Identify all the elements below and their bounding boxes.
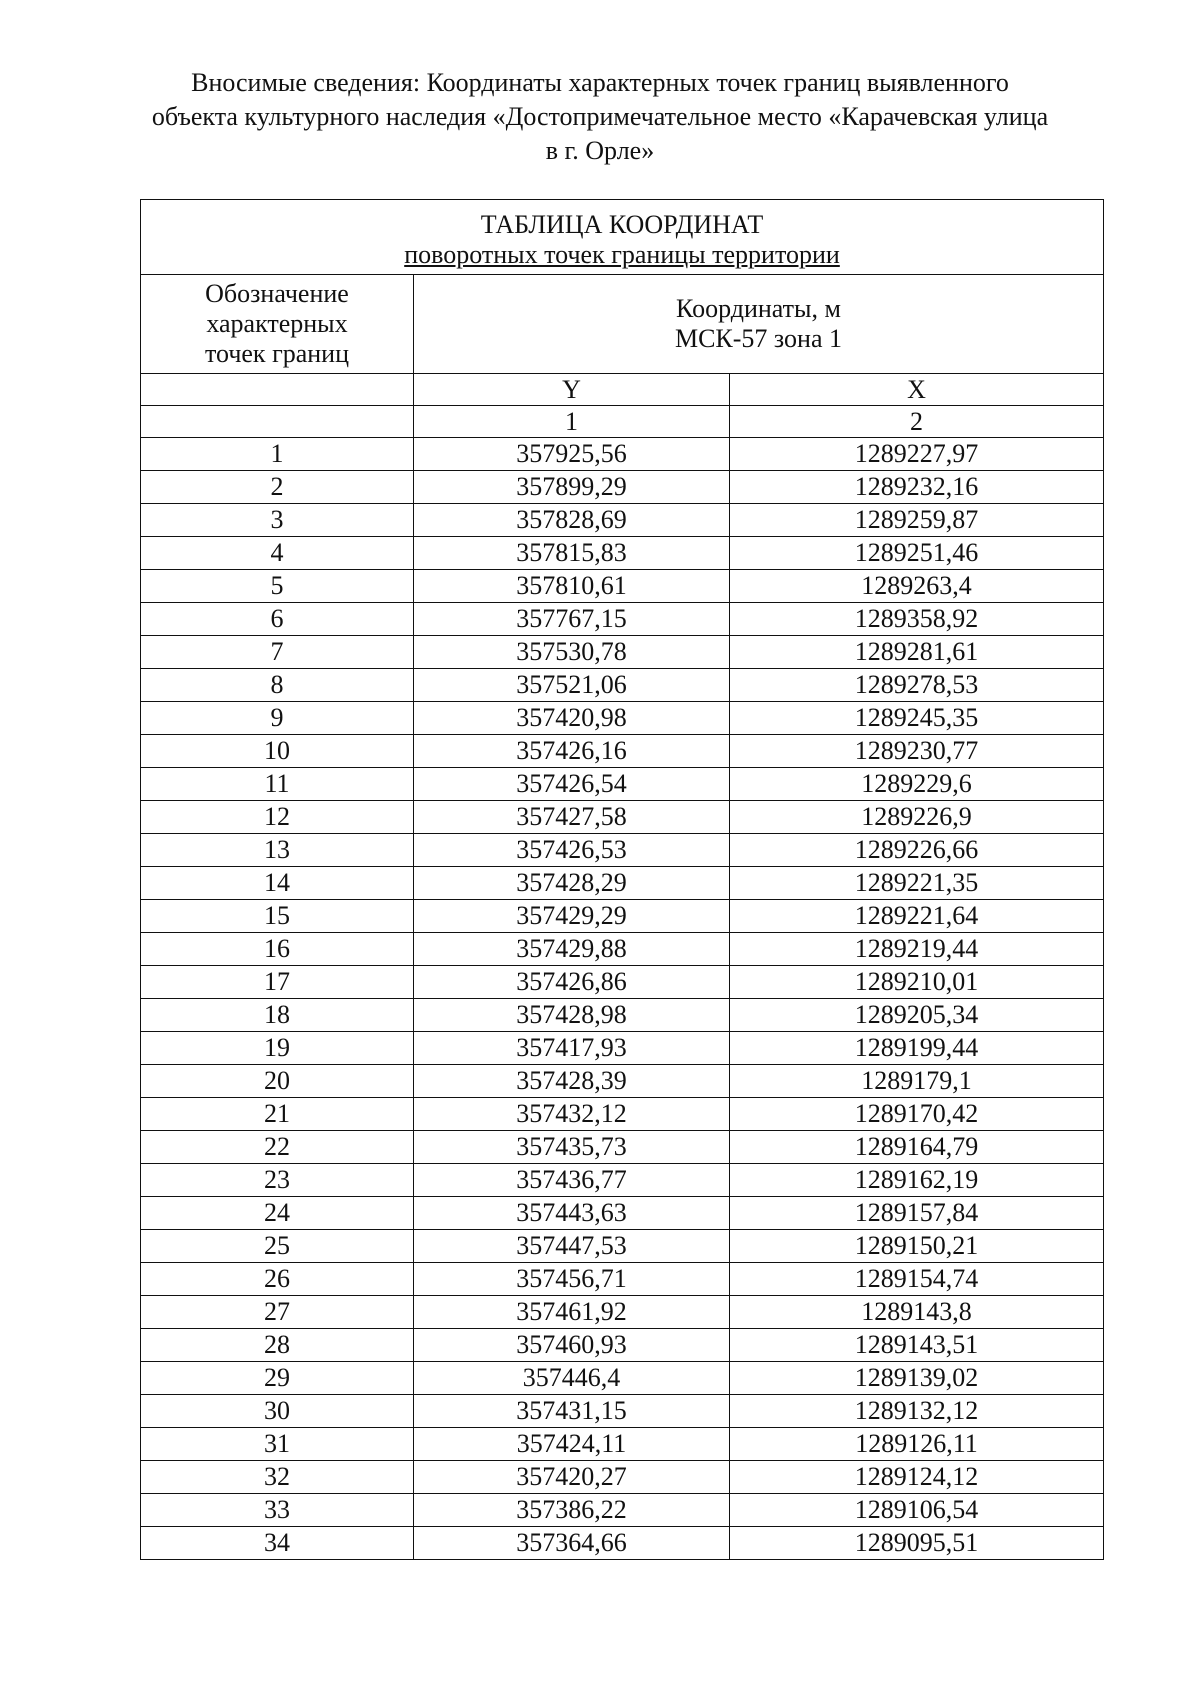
y-coordinate-cell: 357447,53 — [414, 1230, 730, 1263]
point-number-cell: 23 — [141, 1164, 414, 1197]
x-coordinate-cell: 1289124,12 — [730, 1461, 1104, 1494]
table-row — [141, 1296, 1104, 1329]
y-coordinate-cell: 357428,39 — [414, 1065, 730, 1098]
point-header-line: точек границ — [204, 339, 350, 368]
y-coordinate-cell: 357436,77 — [414, 1164, 730, 1197]
point-header-cell — [141, 275, 414, 374]
axis-y-label: Y — [414, 374, 730, 406]
table-row — [141, 1494, 1104, 1527]
y-coordinate-cell: 357427,58 — [414, 801, 730, 834]
table-row — [141, 834, 1104, 867]
table-row — [141, 537, 1104, 570]
point-number-cell: 14 — [141, 867, 414, 900]
table-row — [141, 1527, 1104, 1560]
coord-header-line: МСК-57 зона 1 — [674, 324, 843, 353]
table-row — [141, 1329, 1104, 1362]
table-row — [141, 1395, 1104, 1428]
table-row — [141, 1164, 1104, 1197]
point-number-cell: 28 — [141, 1329, 414, 1362]
heading-line-2: объекта культурного наследия «Достопримечательное место «Карачевская улица — [151, 102, 1049, 131]
y-coordinate-cell: 357925,56 — [414, 438, 730, 471]
y-coordinate-cell: 357386,22 — [414, 1494, 730, 1527]
table-row — [141, 1428, 1104, 1461]
table-row — [141, 603, 1104, 636]
point-number-cell: 10 — [141, 735, 414, 768]
x-coordinate-cell: 1289232,16 — [730, 471, 1104, 504]
table-row — [141, 1098, 1104, 1131]
point-number-cell: 2 — [141, 471, 414, 504]
x-coordinate-cell: 1289132,12 — [730, 1395, 1104, 1428]
y-coordinate-cell: 357828,69 — [414, 504, 730, 537]
table-row — [141, 900, 1104, 933]
table-row — [141, 1197, 1104, 1230]
y-coordinate-cell: 357435,73 — [414, 1131, 730, 1164]
point-number-cell: 15 — [141, 900, 414, 933]
point-number-cell: 27 — [141, 1296, 414, 1329]
y-coordinate-cell: 357815,83 — [414, 537, 730, 570]
table-row — [141, 735, 1104, 768]
point-number-cell: 17 — [141, 966, 414, 999]
x-coordinate-cell: 1289170,42 — [730, 1098, 1104, 1131]
point-number-cell: 29 — [141, 1362, 414, 1395]
coord-header-line: Координаты, м — [676, 294, 841, 323]
x-coordinate-cell: 1289251,46 — [730, 537, 1104, 570]
y-coordinate-cell: 357429,88 — [414, 933, 730, 966]
y-coordinate-cell: 357426,54 — [414, 768, 730, 801]
table-row — [141, 1131, 1104, 1164]
point-number-cell: 13 — [141, 834, 414, 867]
x-coordinate-cell: 1289229,6 — [730, 768, 1104, 801]
point-number-cell: 33 — [141, 1494, 414, 1527]
coordinates-body — [141, 438, 1104, 1560]
table-row — [141, 966, 1104, 999]
point-number-cell: 1 — [141, 438, 414, 471]
x-coordinate-cell: 1289162,19 — [730, 1164, 1104, 1197]
y-coordinate-cell: 357456,71 — [414, 1263, 730, 1296]
table-row — [141, 636, 1104, 669]
y-coordinate-cell: 357431,15 — [414, 1395, 730, 1428]
x-coordinate-cell: 1289259,87 — [730, 504, 1104, 537]
point-number-cell: 18 — [141, 999, 414, 1032]
axis-label-row — [141, 374, 1104, 406]
table-row — [141, 471, 1104, 504]
y-coordinate-cell: 357420,98 — [414, 702, 730, 735]
x-coordinate-cell: 1289139,02 — [730, 1362, 1104, 1395]
x-coordinate-cell: 1289205,34 — [730, 999, 1104, 1032]
point-number-cell: 12 — [141, 801, 414, 834]
y-coordinate-cell: 357899,29 — [414, 471, 730, 504]
point-number-cell: 22 — [141, 1131, 414, 1164]
y-coordinate-cell: 357424,11 — [414, 1428, 730, 1461]
y-coordinate-cell: 357426,16 — [414, 735, 730, 768]
x-coordinate-cell: 1289227,97 — [730, 438, 1104, 471]
table-row — [141, 504, 1104, 537]
y-coordinate-cell: 357767,15 — [414, 603, 730, 636]
x-coordinate-cell: 1289164,79 — [730, 1131, 1104, 1164]
column-number-row — [141, 406, 1104, 438]
document-heading — [100, 66, 1100, 168]
x-coordinate-cell: 1289199,44 — [730, 1032, 1104, 1065]
y-coordinate-cell: 357443,63 — [414, 1197, 730, 1230]
table-subtitle: поворотных точек границы территории — [404, 240, 840, 269]
x-coordinate-cell: 1289230,77 — [730, 735, 1104, 768]
table-row — [141, 702, 1104, 735]
y-coordinate-cell: 357461,92 — [414, 1296, 730, 1329]
x-coordinate-cell: 1289106,54 — [730, 1494, 1104, 1527]
point-header-line: характерных — [206, 309, 348, 338]
y-coordinate-cell: 357428,29 — [414, 867, 730, 900]
y-coordinate-cell: 357521,06 — [414, 669, 730, 702]
x-coordinate-cell: 1289179,1 — [730, 1065, 1104, 1098]
x-coordinate-cell: 1289278,53 — [730, 669, 1104, 702]
point-number-cell: 30 — [141, 1395, 414, 1428]
x-coordinate-cell: 1289126,11 — [730, 1428, 1104, 1461]
table-row — [141, 768, 1104, 801]
x-coordinate-cell: 1289219,44 — [730, 933, 1104, 966]
point-number-cell: 21 — [141, 1098, 414, 1131]
point-number-cell: 19 — [141, 1032, 414, 1065]
x-coordinate-cell: 1289143,8 — [730, 1296, 1104, 1329]
x-coordinate-cell: 1289281,61 — [730, 636, 1104, 669]
table-row — [141, 1230, 1104, 1263]
point-number-cell: 4 — [141, 537, 414, 570]
table-row — [141, 1461, 1104, 1494]
point-number-cell: 5 — [141, 570, 414, 603]
x-coordinate-cell: 1289157,84 — [730, 1197, 1104, 1230]
table-row — [141, 438, 1104, 471]
table-row — [141, 999, 1104, 1032]
point-number-cell: 7 — [141, 636, 414, 669]
x-coordinate-cell: 1289226,66 — [730, 834, 1104, 867]
y-coordinate-cell: 357460,93 — [414, 1329, 730, 1362]
x-coordinate-cell: 1289358,92 — [730, 603, 1104, 636]
point-number-cell: 25 — [141, 1230, 414, 1263]
table-row — [141, 801, 1104, 834]
table-row — [141, 1065, 1104, 1098]
axis-x-label: X — [730, 374, 1104, 406]
x-coordinate-cell: 1289095,51 — [730, 1527, 1104, 1560]
heading-line-3: в г. Орле» — [545, 136, 655, 165]
table-row — [141, 669, 1104, 702]
point-number-cell: 26 — [141, 1263, 414, 1296]
coord-header-cell — [414, 275, 1104, 374]
y-coordinate-cell: 357432,12 — [414, 1098, 730, 1131]
x-coordinate-cell: 1289245,35 — [730, 702, 1104, 735]
empty-cell — [141, 406, 414, 438]
point-number-cell: 6 — [141, 603, 414, 636]
point-number-cell: 9 — [141, 702, 414, 735]
point-number-cell: 8 — [141, 669, 414, 702]
x-coordinate-cell: 1289210,01 — [730, 966, 1104, 999]
point-number-cell: 31 — [141, 1428, 414, 1461]
y-coordinate-cell: 357417,93 — [414, 1032, 730, 1065]
table-row — [141, 1362, 1104, 1395]
x-coordinate-cell: 1289263,4 — [730, 570, 1104, 603]
x-coordinate-cell: 1289221,35 — [730, 867, 1104, 900]
table-row — [141, 933, 1104, 966]
table-row — [141, 867, 1104, 900]
table-row — [141, 1263, 1104, 1296]
heading-line-1: Вносимые сведения: Координаты характерных точек границ выявленного — [191, 68, 1009, 97]
y-coordinate-cell: 357810,61 — [414, 570, 730, 603]
y-coordinate-cell: 357426,53 — [414, 834, 730, 867]
point-number-cell: 16 — [141, 933, 414, 966]
y-coordinate-cell: 357429,29 — [414, 900, 730, 933]
x-coordinate-cell: 1289143,51 — [730, 1329, 1104, 1362]
x-coordinate-cell: 1289226,9 — [730, 801, 1104, 834]
table-row — [141, 1032, 1104, 1065]
point-number-cell: 24 — [141, 1197, 414, 1230]
table-header-row — [141, 275, 1104, 374]
point-number-cell: 3 — [141, 504, 414, 537]
point-number-cell: 20 — [141, 1065, 414, 1098]
y-coordinate-cell: 357428,98 — [414, 999, 730, 1032]
coordinates-table — [140, 199, 1104, 1560]
y-coordinate-cell: 357420,27 — [414, 1461, 730, 1494]
x-coordinate-cell: 1289221,64 — [730, 900, 1104, 933]
table-title-cell — [141, 200, 1104, 275]
column-number-x: 2 — [730, 406, 1104, 438]
point-number-cell: 34 — [141, 1527, 414, 1560]
x-coordinate-cell: 1289154,74 — [730, 1263, 1104, 1296]
x-coordinate-cell: 1289150,21 — [730, 1230, 1104, 1263]
y-coordinate-cell: 357426,86 — [414, 966, 730, 999]
table-title-row — [141, 200, 1104, 275]
point-number-cell: 11 — [141, 768, 414, 801]
table-row — [141, 570, 1104, 603]
table-title: ТАБЛИЦА КООРДИНАТ — [480, 210, 764, 239]
point-header-line: Обозначение — [205, 279, 349, 308]
y-coordinate-cell: 357364,66 — [414, 1527, 730, 1560]
empty-cell — [141, 374, 414, 406]
point-number-cell: 32 — [141, 1461, 414, 1494]
y-coordinate-cell: 357530,78 — [414, 636, 730, 669]
y-coordinate-cell: 357446,4 — [414, 1362, 730, 1395]
column-number-y: 1 — [414, 406, 730, 438]
